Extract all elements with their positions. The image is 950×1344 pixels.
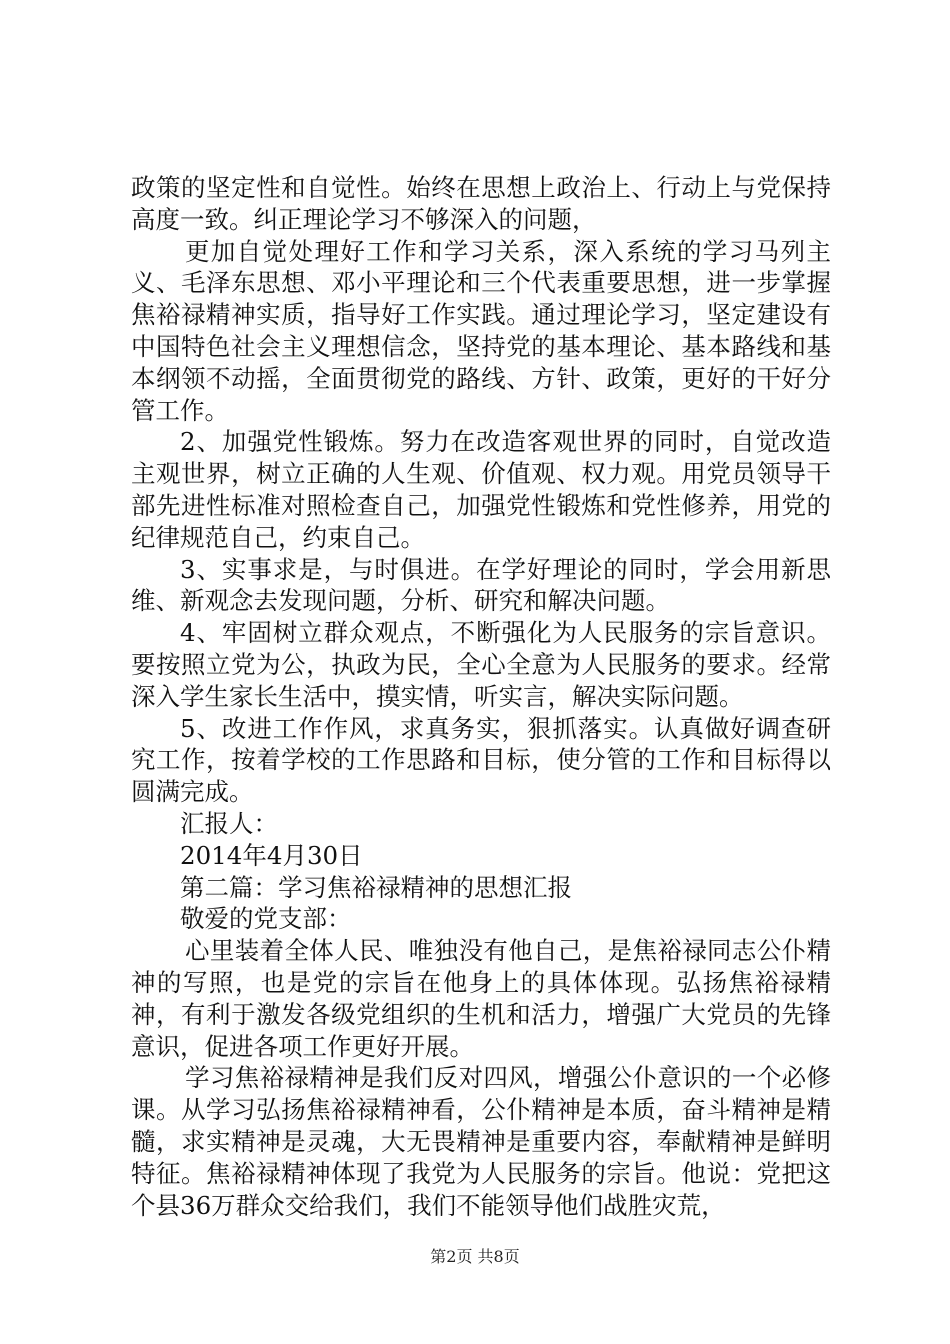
page-number-footer: 第2页 共8页: [430, 1247, 520, 1266]
section-heading: 第二篇：学习焦裕禄精神的思想汇报: [180, 872, 572, 902]
paragraph-1: 政策的坚定性和自觉性。始终在思想上政治上、行动上与党保持高度一致。纠正理论学习不够深入的问题，: [131, 173, 831, 234]
report-date: 2014年4月30日: [180, 840, 363, 870]
paragraph-4: 3、实事求是，与时俱进。在学好理论的同时，学会用新思维、新观念去发现问题，分析、研究和解决问题。: [131, 554, 831, 616]
paragraph-3: 2、加强党性锻炼。努力在改造客观世界的同时，自觉改造主观世界，树立正确的人生观、价值观、权力观。用党员领导干部先进性标准对照检查自己，加强党性锻炼和党性修养，用党的纪律规范自己，约束自己。: [131, 427, 831, 552]
salutation: 敬爱的党支部：: [180, 904, 352, 934]
paragraph-5: 4、牢固树立群众观点，不断强化为人民服务的宗旨意识。要按照立党为公，执政为民，全心全意为人民服务的要求。经常深入学生家长生活中，摸实情，听实言，解决实际问题。: [131, 618, 831, 711]
document-body: [131, 172, 831, 1221]
paragraph-6: 5、改进工作作风，求真务实，狠抓落实。认真做好调查研究工作，按着学校的工作思路和目标，使分管的工作和目标得以圆满完成。: [131, 713, 831, 807]
paragraph-2: 更加自觉处理好工作和学习关系，深入系统的学习马列主义、毛泽东思想、邓小平理论和三个代表重要思想，进一步掌握焦裕禄精神实质，指导好工作实践。通过理论学习，坚定建设有中国特色社会主义理想信念，坚持党的基本理论、基本路线和基本纲领不动摇，全面贯彻党的路线、方针、政策，更好的干好分管工作。: [131, 236, 831, 425]
paragraph-7: 心里装着全体人民、唯独没有他自己，是焦裕禄同志公仆精神的写照，也是党的宗旨在他身上的具体体现。弘扬焦裕禄精神，有利于激发各级党组织的生机和活力，增强广大党员的先锋意识，促进各项工作更好开展。: [131, 936, 831, 1061]
reporter-label: 汇报人：: [180, 808, 278, 838]
paragraph-8: 学习焦裕禄精神是我们反对四风，增强公仆意识的一个必修课。从学习弘扬焦裕禄精神看，公仆精神是本质，奋斗精神是精髓，求实精神是灵魂，大无畏精神是重要内容，奉献精神是鲜明特征。焦裕禄精神体现了我党为人民服务的宗旨。他说：党把这个县36万群众交给我们，我们不能领导他们战胜灾荒，: [131, 1063, 831, 1220]
